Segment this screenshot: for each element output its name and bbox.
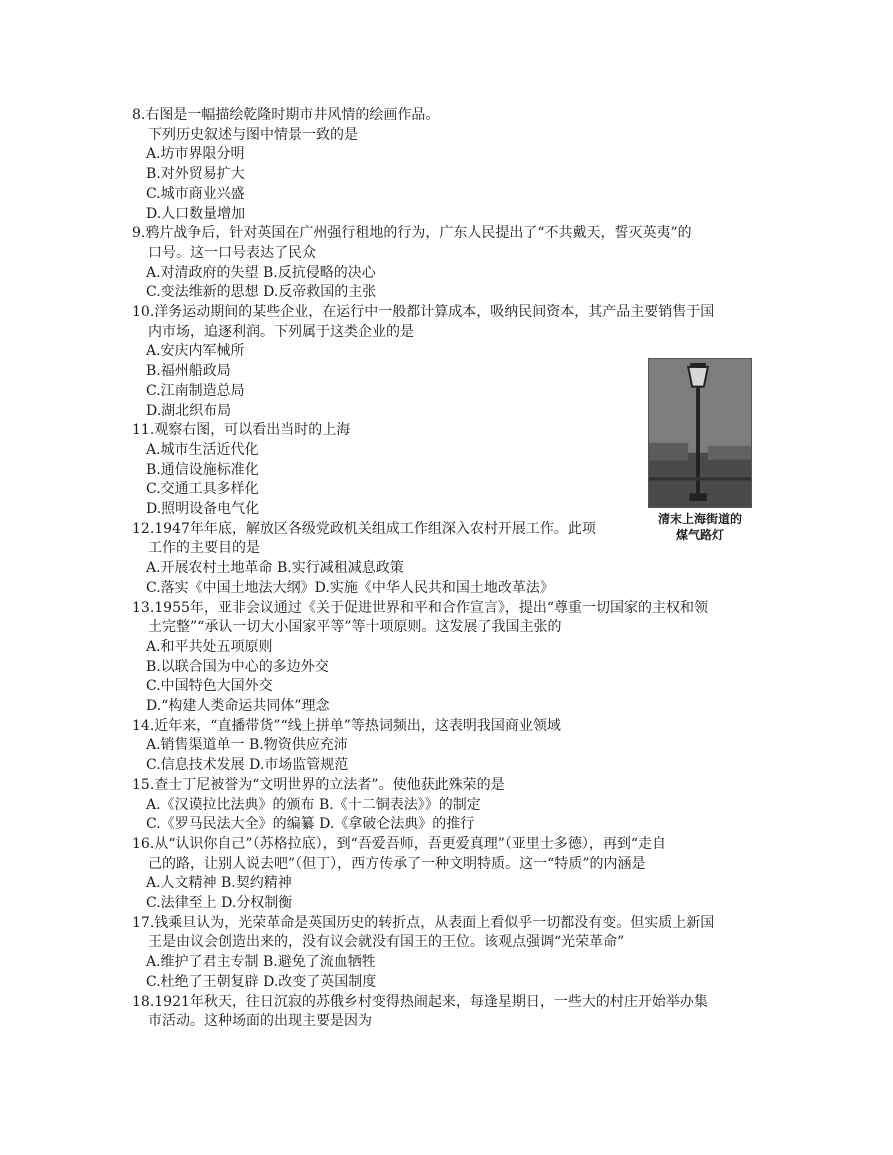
question-stem-continued: 内市场，追逐利润。下列属于这类企业的是 bbox=[148, 323, 414, 340]
question-stem-continued: 下列历史叙述与图中情景一致的是 bbox=[148, 126, 358, 143]
answer-option: A.《汉谟拉比法典》的颁布 B.《十二铜表法》》的制定 bbox=[146, 796, 481, 813]
answer-option: B.对外贸易扩大 bbox=[146, 166, 245, 183]
answer-option: C.中国特色大国外交 bbox=[146, 678, 273, 695]
answer-option: D.湖北织布局 bbox=[146, 402, 232, 419]
question-stem-continued: 土完整”“承认一切大小国家平等”等十项原则。这发展了我国主张的 bbox=[148, 619, 562, 636]
answer-option: D.“构建人类命运共同体”理念 bbox=[146, 698, 330, 714]
answer-option: C.城市商业兴盛 bbox=[146, 185, 245, 202]
answer-option: C.《罗马民法大全》的编纂 D.《拿破仑法典》的推行 bbox=[146, 816, 475, 833]
answer-option: A.坊市界限分明 bbox=[146, 146, 245, 163]
answer-option: C.江南制造总局 bbox=[146, 382, 245, 399]
answer-option: B.通信设施标准化 bbox=[146, 461, 259, 478]
answer-option: A.开展农村土地革命 B.实行减租减息政策 bbox=[146, 560, 404, 577]
gas-streetlamp-photo bbox=[648, 358, 752, 508]
gas-streetlamp-figure bbox=[648, 358, 752, 544]
question-stem: 17.钱乘旦认为，光荣革命是英国历史的转折点，从表面上看似乎一切都没有变。但实质上新国 bbox=[132, 914, 715, 931]
question-stem: 15.查士丁尼被誉为“文明世界的立法者”。使他获此殊荣的是 bbox=[132, 776, 505, 793]
answer-option: D.人口数量增加 bbox=[146, 205, 246, 222]
question-stem: 11.观察右图，可以看出当时的上海 bbox=[132, 422, 351, 439]
question-stem: 12.1947年年底，解放区各级党政机关组成工作组深入农村开展工作。此项 bbox=[132, 520, 596, 537]
answer-option: C.信息技术发展 D.市场监管规范 bbox=[146, 757, 349, 774]
question-stem-continued: 己的路，让别人说去吧”（但丁），西方传承了一种文明特质。这一“特质”的内涵是 bbox=[148, 855, 646, 872]
answer-option: A.安庆内军械所 bbox=[146, 343, 245, 360]
figure-caption-line-1: 清末上海街道的 bbox=[657, 512, 742, 526]
question-stem-continued: 市活动。这种场面的出现主要是因为 bbox=[148, 1013, 372, 1030]
answer-option: A.维护了君主专制 B.避免了流血牺牲 bbox=[146, 954, 376, 971]
figure-caption-line-2: 煤气路灯 bbox=[675, 528, 724, 542]
question-stem-continued: 工作的主要目的是 bbox=[148, 540, 260, 557]
answer-option: D.照明设备电气化 bbox=[146, 501, 260, 517]
question-stem: 8.右图是一幅描绘乾隆时期市井风情的绘画作品。 bbox=[132, 107, 440, 123]
answer-option: A.和平共处五项原则 bbox=[146, 638, 273, 655]
question-stem-continued: 王是由议会创造出来的，没有议会就没有国王的王位。该观点强调“光荣革命” bbox=[148, 934, 625, 951]
answer-option: B.以联合国为中心的多边外交 bbox=[146, 658, 329, 675]
question-stem: 18.1921年秋天，往日沉寂的苏俄乡村变得热闹起来，每逢星期日，一些大的村庄开始举办集 bbox=[132, 993, 708, 1010]
question-stem: 16.从“认识你自己”（苏格拉底），到“吾爱吾师，吾更爱真理”（亚里士多德），再到“走自 bbox=[132, 835, 667, 852]
answer-option: A.销售渠道单一 B.物资供应充沛 bbox=[146, 737, 348, 754]
answer-option: A.人文精神 B.契约精神 bbox=[146, 875, 292, 892]
question-stem: 13.1955年，亚非会议通过《关于促进世界和平和合作宣言》，提出“尊重一切国家的主权和领 bbox=[132, 599, 709, 616]
answer-option: C.变法维新的思想 D.反帝救国的主张 bbox=[146, 284, 377, 301]
answer-option: C.杜绝了王朝复辟 D.改变了英国制度 bbox=[146, 973, 377, 990]
question-stem: 9.鸦片战争后，针对英国在广州强行租地的行为，广东人民提出了“不共戴天，誓灭英夷”的 bbox=[132, 225, 692, 242]
question-stem: 14.近年来，“直播带货”“线上拼单”等热词频出，这表明我国商业领域 bbox=[132, 717, 561, 734]
answer-option: A.对清政府的失望 B.反抗侵略的决心 bbox=[146, 264, 376, 281]
answer-option: C.法律至上 D.分权制衡 bbox=[146, 895, 293, 911]
answer-option: A.城市生活近代化 bbox=[146, 441, 259, 458]
answer-option: C.落实《中国土地法大纲》D.实施《中华人民共和国土地改革法》 bbox=[146, 579, 554, 596]
question-stem-continued: 口号。这一口号表达了民众 bbox=[148, 244, 316, 261]
question-stem: 10.洋务运动期间的某些企业，在运行中一般都计算成本，吸纳民间资本，其产品主要销售于国 bbox=[132, 304, 715, 320]
answer-option: B.福州船政局 bbox=[146, 363, 231, 380]
answer-option: C.交通工具多样化 bbox=[146, 481, 259, 498]
